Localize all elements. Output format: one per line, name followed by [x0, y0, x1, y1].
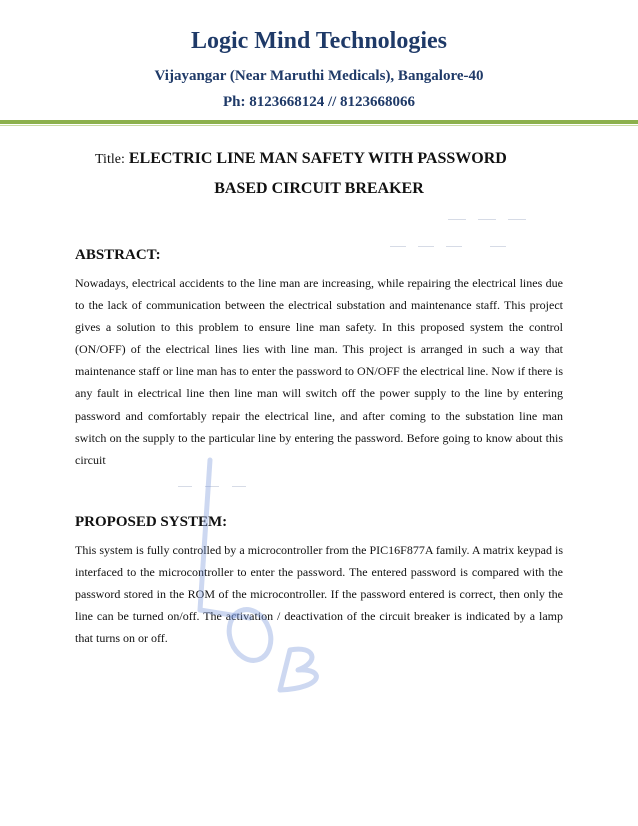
faint-dash — [490, 246, 506, 247]
proposed-system-heading: PROPOSED SYSTEM: — [75, 514, 228, 530]
abstract-heading: ABSTRACT: — [75, 247, 161, 263]
faint-dash — [446, 246, 462, 247]
faint-dash — [418, 246, 434, 247]
faint-dash — [178, 486, 192, 487]
title-line-1: ELECTRIC LINE MAN SAFETY WITH PASSWORD — [128, 150, 507, 167]
proposed-system-body: This system is fully controlled by a microcontroller from the PIC16F877A family. A matrix keypad is interfaced to the microcontroller to enter the password. The entered password is compared with the password stored in the ROM of the microcontroller. If the password entered is correct, then only the line can be turned on/off. The activation / deactivation of the circuit breaker is indicated by a lamp that turns on or off. — [75, 543, 563, 646]
faint-dash — [478, 219, 496, 220]
document-title — [95, 150, 575, 168]
faint-dash — [232, 486, 246, 487]
faint-dash — [205, 486, 219, 487]
title-line-2: BASED CIRCUIT BREAKER — [214, 180, 424, 197]
title-prefix: Title: — [95, 152, 125, 167]
header-divider-thin — [0, 125, 638, 126]
faint-dash — [390, 246, 406, 247]
faint-dash — [508, 219, 526, 220]
company-address: Vijayangar (Near Maruthi Medicals), Bangalore-40 — [154, 68, 484, 84]
company-name: Logic Mind Technologies — [190, 28, 448, 54]
abstract-body: Nowadays, electrical accidents to the line man are increasing, while repairing the electrical lines due to the lack of communication between the electrical substation and maintenance staff. This project gives a solution to this problem to ensure line man safety. In this proposed system the control (ON/OFF) of the electrical lines lies with line man. This project is arranged in such a way that maintenance staff or line man has to enter the password to ON/OFF the electrical line. Now if there is any fault in electrical line then line man will switch off the power supply to the line by entering password and comfortably repair the electrical line, and after coming to the substation line man switch on the supply to the particular line by entering the password. Before going to know about this circuit — [75, 276, 563, 467]
header-divider — [0, 120, 638, 124]
company-phone: Ph: 8123668124 // 8123668066 — [222, 94, 416, 110]
faint-dash — [448, 219, 466, 220]
